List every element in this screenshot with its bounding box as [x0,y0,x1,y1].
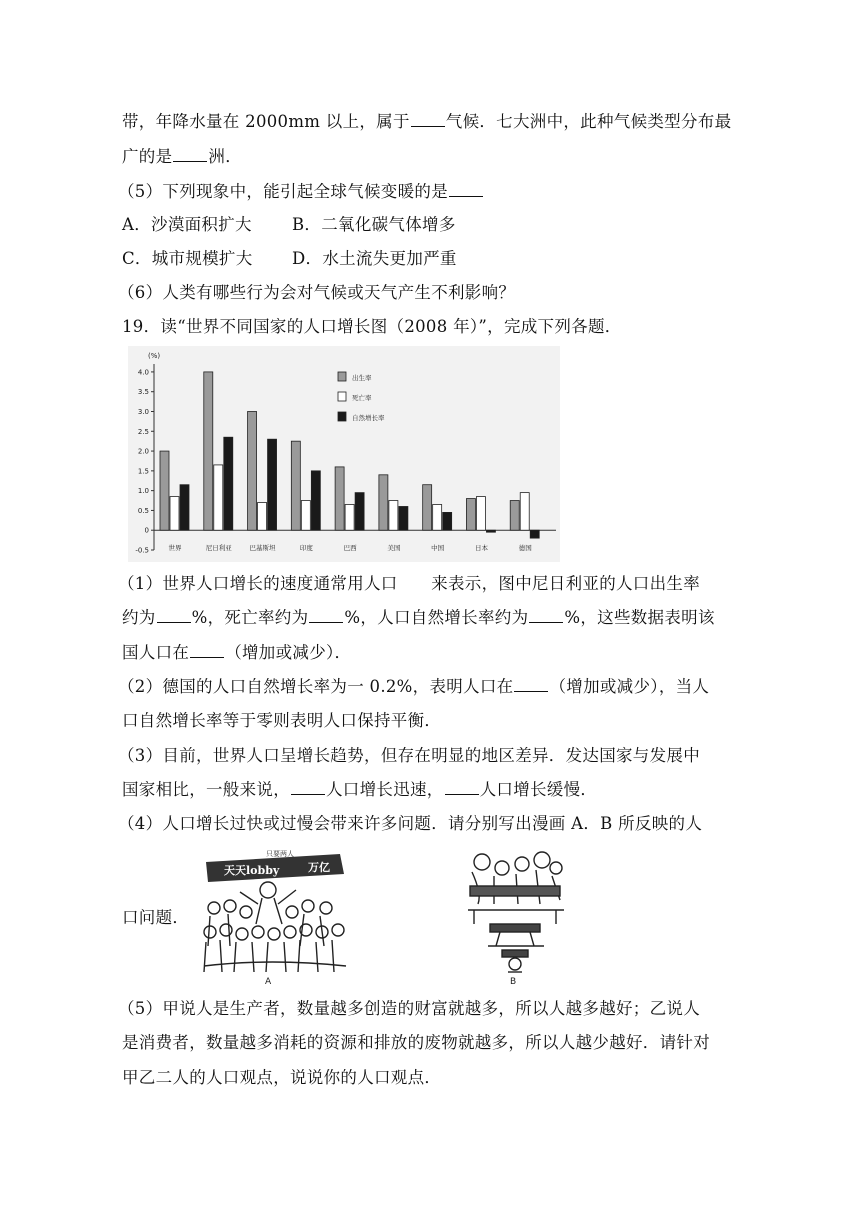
options-ab [122,215,456,235]
y-tick-label: 2.5 [137,427,149,436]
x-tick-label: 巴西 [343,544,357,552]
bar-1 [476,497,485,531]
answer-blank[interactable] [445,780,479,795]
x-tick-label: 美国 [387,544,401,552]
bar-1 [389,501,398,531]
bar-1 [433,504,442,530]
y-tick-label: -0.5 [135,546,149,555]
answer-blank[interactable] [173,147,207,162]
part-2-line-2: 口自然增长率等于零则表明人口保持平衡． [122,711,442,730]
bar-0 [248,411,257,530]
legend-swatch [338,392,346,401]
part-2-line-1: （2）德国的人口自然增长率为一 0.2%，表明人口在 （增加或减少），当人 [118,677,710,696]
bar-1 [258,503,267,531]
population-growth-chart [128,346,560,562]
bar-2 [399,506,408,530]
bar-1 [214,465,223,530]
x-tick-label: 印度 [299,544,313,552]
banner-small-text: 只要两人 [266,850,294,858]
part-4-line-2: 口问题． [122,908,190,927]
answer-blank[interactable] [514,677,548,692]
bar-2 [268,439,277,530]
y-tick-label: 0 [144,526,149,535]
banner-right-text: 万亿 [308,861,330,874]
bar-1 [301,501,310,531]
y-tick-label: 3.0 [137,407,149,416]
cartoon-b-label: B [510,977,517,987]
bar-0 [335,467,344,530]
y-tick-label: 0.5 [137,506,149,515]
answer-blank[interactable] [190,643,224,658]
x-tick-label: 世界 [168,544,182,552]
cartoon-a-overpopulation [200,846,350,988]
bar-2 [443,512,452,530]
answer-blank[interactable] [449,182,483,197]
part-5-line-3: 甲乙二人的人口观点，说说你的人口观点． [122,1068,442,1087]
answer-blank[interactable] [309,608,343,623]
answer-blank[interactable] [291,780,325,795]
legend-swatch [338,412,346,421]
x-tick-label: 日本 [474,544,488,552]
bar-2 [311,471,320,530]
legend-label: 死亡率 [352,394,372,402]
option-c[interactable]: C．城市规模扩大 [122,249,253,268]
part-5-line-1: （5）甲说人是生产者，数量越多创造的财富就越多，所以人越多越好；乙说人 [118,999,700,1018]
part-3-line-2: 国家相比，一般来说， 人口增长迅速， 人口增长缓慢． [122,780,598,799]
answer-blank[interactable] [411,112,445,127]
bar-2 [355,493,364,531]
y-unit-label: (%) [148,352,161,360]
bar-2 [486,530,495,532]
x-tick-label: 尼日利亚 [205,544,232,552]
bar-0 [510,501,519,531]
bar-1 [170,497,179,531]
part-1-line-1: （1）世界人口增长的速度通常用人口 来表示，图中尼日利亚的人口出生率 [118,574,700,593]
answer-blank[interactable] [529,608,563,623]
answer-blank[interactable] [157,608,191,623]
bar-2 [180,485,189,531]
legend-label: 出生率 [352,374,372,382]
part-5-line-2: 是消费者，数量越多消耗的资源和排放的废物就越多，所以人越少越好．请针对 [122,1033,710,1052]
part-1-line-2: 约为 %，死亡率约为 %，人口自然增长率约为 %，这些数据表明该 [122,608,715,627]
y-tick-label: 2.0 [137,447,149,456]
cartoon-b-aging [460,846,570,988]
bar-0 [379,475,388,530]
question-6: （6）人类有哪些行为会对气候或天气产生不利影响？ [118,283,516,302]
y-tick-label: 1.0 [137,487,149,496]
y-tick-label: 1.5 [137,467,149,476]
x-tick-label: 巴基斯坦 [249,544,276,552]
bar-0 [204,372,213,530]
bar-2 [530,530,539,538]
y-tick-label: 4.0 [137,368,149,377]
x-tick-label: 德国 [518,544,532,552]
cartoon-a-label: A [265,977,272,987]
x-tick-label: 中国 [431,544,445,552]
bar-0 [466,499,475,531]
bar-1 [345,504,354,530]
question-19: 19．读“世界不同国家的人口增长图（2008 年）”，完成下列各题． [122,317,622,336]
option-a[interactable]: A．沙漠面积扩大 [122,215,252,234]
question-5: （5）下列现象中，能引起全球气候变暖的是 [118,182,484,202]
options-cd [122,249,457,269]
banner-left-text: 天天lobby [224,864,280,877]
part-1-line-3: 国人口在 （增加或减少）． [122,643,352,662]
text-line-1: 带，年降水量在 2000mm 以上，属于 气候．七大洲中，此种气候类型分布最 [122,112,732,131]
bar-0 [423,485,432,531]
text-line-2: 广的是 洲． [122,147,243,166]
part-4-line-1: （4）人口增长过快或过慢会带来许多问题．请分别写出漫画 A．B 所反映的人 [118,814,703,833]
legend-label: 自然增长率 [352,414,385,422]
bar-2 [224,437,233,530]
part-3-line-1: （3）目前，世界人口呈增长趋势，但存在明显的地区差异．发达国家与发展中 [118,746,700,765]
option-d[interactable]: D．水土流失更加严重 [292,249,457,268]
bar-0 [291,441,300,530]
bar-1 [520,493,529,531]
bar-0 [160,451,169,530]
legend-swatch [338,372,346,381]
y-tick-label: 3.5 [137,388,149,397]
option-b[interactable]: B．二氧化碳气体增多 [292,215,456,234]
